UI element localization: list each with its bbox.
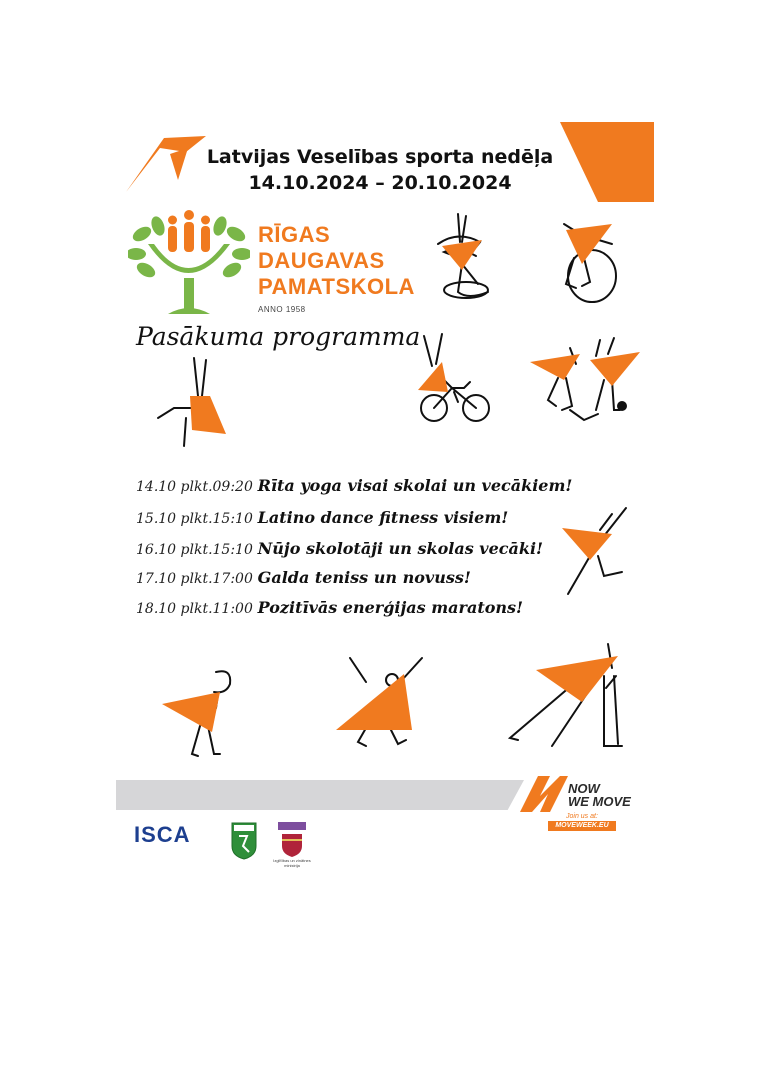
isca-logo: ISCA [134, 822, 191, 847]
soccer-players-figure-icon [526, 334, 644, 424]
school-founded: ANNO 1958 [258, 305, 306, 314]
schedule-row [136, 539, 543, 558]
schedule-activity: Rīta yoga visai skolai un vecākiem! [257, 476, 573, 495]
cartwheel-figure-icon [154, 356, 230, 448]
schedule-activity: Galda teniss un novuss! [257, 568, 471, 587]
now-we-move-line1: NOW [568, 781, 600, 796]
nordic-walker-figure-icon [508, 640, 634, 750]
schedule-row [136, 476, 572, 495]
schedule-date: 16.10 plkt.15:10 [136, 542, 253, 558]
schedule-activity: Nūjo skolotāji un skolas vecāki! [257, 539, 544, 558]
schedule-date: 15.10 plkt.15:10 [136, 511, 253, 527]
now-we-move-logo-icon [520, 774, 568, 812]
schedule-activity: Pozitīvās enerģijas maratons! [257, 598, 524, 617]
stretching-figure-icon [158, 664, 236, 760]
ministry-coat-of-arms-icon [278, 822, 306, 858]
event-title: Latvijas Veselības sporta nedēļa [206, 146, 554, 168]
schedule-date: 14.10 plkt.09:20 [136, 479, 253, 495]
runner-figure-icon [560, 506, 634, 600]
school-name-line2: DAUGAVAS [258, 248, 385, 273]
schedule-row [136, 508, 508, 527]
school-name-line1: RĪGAS [258, 222, 331, 247]
event-dates: 14.10.2024 – 20.10.2024 [248, 172, 512, 194]
ministry-label: Izglītības un zinātnes ministrija [273, 858, 311, 868]
schedule-activity: Latino dance fitness visiem! [257, 508, 509, 527]
schedule-row [136, 598, 523, 617]
gymnast-ribbon-figure-icon [428, 212, 498, 306]
now-we-move-line2: WE MOVE [568, 794, 631, 809]
cyclist-figure-icon [414, 332, 494, 424]
program-title: Pasākuma programma [136, 322, 421, 351]
lsfa-shield-logo-icon [231, 822, 257, 860]
footer-band [116, 780, 524, 810]
schedule-date: 18.10 plkt.11:00 [136, 601, 253, 617]
schedule-date: 17.10 plkt.17:00 [136, 571, 253, 587]
school-tree-logo-icon [128, 210, 250, 316]
school-name-line3: PAMATSKOLA [258, 274, 415, 299]
hoop-figure-icon [552, 214, 624, 304]
moveweek-site: MOVEWEEK.EU [548, 821, 616, 831]
jumping-figure-icon [332, 654, 426, 750]
schedule-row [136, 568, 471, 587]
join-us-text: Join us at: [566, 813, 598, 820]
